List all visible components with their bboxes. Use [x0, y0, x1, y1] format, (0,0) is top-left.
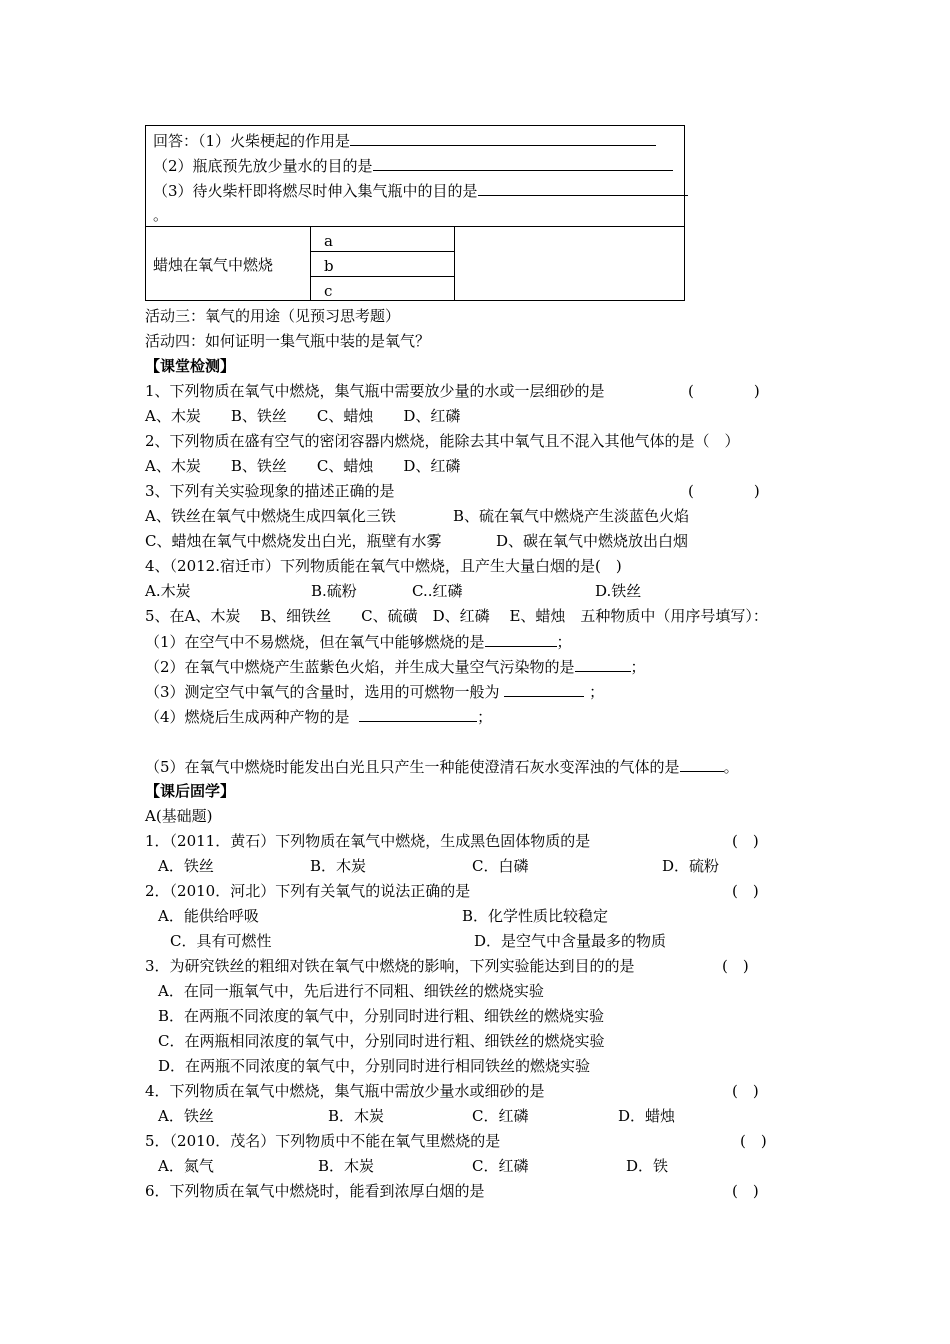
- option: D、碳在氧气中燃烧放出白烟: [496, 532, 689, 550]
- question: 3．为研究铁丝的粗细对铁在氧气中燃烧的影响，下列实验能达到目的的是: [145, 957, 635, 975]
- answer-blank[interactable]: [485, 631, 557, 647]
- option: C．红磷: [472, 1107, 529, 1125]
- option: D．蜡烛: [618, 1107, 676, 1125]
- sub-question: （1）在空气中不易燃烧，但在氧气中能够燃烧的是 ；: [145, 633, 572, 651]
- table-divider: [310, 251, 454, 252]
- options: A、木炭 B、铁丝 C、蜡烛 D、红磷: [145, 457, 461, 475]
- option: C．在两瓶相同浓度的氧气中，分别同时进行粗、细铁丝的燃烧实验: [158, 1032, 605, 1050]
- activity-4: 活动四：如何证明一集气瓶中装的是氧气？: [145, 332, 431, 350]
- answer-blank[interactable]: [478, 180, 688, 196]
- question: 5．（2010．茂名）下列物质中不能在氧气里燃烧的是: [145, 1132, 501, 1150]
- question: 6．下列物质在氧气中燃烧时，能看到浓厚白烟的是: [145, 1182, 485, 1200]
- option: D.铁丝: [595, 582, 642, 600]
- answer-paren: ( ): [732, 1182, 759, 1200]
- answer-blank[interactable]: [504, 681, 584, 697]
- answer-paren: ( ): [722, 957, 749, 975]
- option: C．白磷: [472, 857, 529, 875]
- class-check-heading: 【课堂检测】: [145, 357, 236, 375]
- question: 4、（2012.宿迁市）下列物质能在氧气中燃烧，且产生大量白烟的是( ): [145, 557, 622, 575]
- candle-label: 蜡烛在氧气中燃烧: [153, 256, 274, 274]
- option: C、蜡烛在氧气中燃烧发出白光，瓶壁有水雾: [145, 532, 442, 550]
- table-divider: [454, 226, 455, 301]
- table-divider: [146, 226, 684, 227]
- option: A、铁丝在氧气中燃烧生成四氧化三铁: [145, 507, 396, 525]
- option: D．铁: [626, 1157, 669, 1175]
- question: 1、下列物质在氧气中燃烧，集气瓶中需要放少量的水或一层细砂的是: [145, 382, 605, 400]
- table-row-label: b: [324, 257, 334, 275]
- question: 3、下列有关实验现象的描述正确的是: [145, 482, 395, 500]
- sub-question: （4）燃烧后生成两种产物的是 ；: [145, 708, 493, 726]
- answer-paren: ( ): [688, 382, 760, 400]
- option: A.木炭: [145, 582, 191, 600]
- option: C..红磷: [412, 582, 463, 600]
- option: A．氮气: [158, 1157, 214, 1175]
- question: 2、下列物质在盛有空气的密闭容器内燃烧，能除去其中氧气且不混入其他气体的是（ ）: [145, 432, 740, 450]
- sub-question: （3）测定空气中氧气的含量时，选用的可燃物一般为 ；: [145, 683, 605, 701]
- option: A．在同一瓶氧气中，先后进行不同粗、细铁丝的燃烧实验: [158, 982, 544, 1000]
- option: B、硫在氧气中燃烧产生淡蓝色火焰: [453, 507, 690, 525]
- answer-blank[interactable]: [680, 756, 724, 772]
- answer-blank[interactable]: [359, 706, 477, 722]
- option: C．具有可燃性: [170, 932, 272, 950]
- answer-paren: ( ): [732, 1082, 759, 1100]
- after-class-heading: 【课后固学】: [145, 782, 236, 800]
- answer-line-2: （2）瓶底预先放少量水的目的是: [153, 155, 673, 175]
- option: B．木炭: [328, 1107, 385, 1125]
- option: A．铁丝: [158, 857, 214, 875]
- option: B．木炭: [318, 1157, 375, 1175]
- table-divider: [310, 226, 311, 301]
- question: 2．（2010．河北）下列有关氧气的说法正确的是: [145, 882, 471, 900]
- option: B．化学性质比较稳定: [462, 907, 609, 925]
- question: 1．（2011．黄石）下列物质在氧气中燃烧，生成黑色固体物质的是: [145, 832, 591, 850]
- answer-line-1: 回答：（1）火柴梗起的作用是: [153, 130, 656, 150]
- answer-blank[interactable]: [575, 656, 631, 672]
- table-divider: [310, 276, 454, 277]
- table-row-label: c: [324, 282, 333, 300]
- option: A．能供给呼吸: [158, 907, 259, 925]
- option: B.硫粉: [311, 582, 357, 600]
- sub-question: （5）在氧气中燃烧时能发出白光且只产生一种能使澄清石灰水变浑浊的气体的是 。: [145, 758, 739, 776]
- answer-paren: ( ): [688, 482, 760, 500]
- answer-paren: ( ): [740, 1132, 767, 1150]
- option: D．在两瓶不同浓度的氧气中，分别同时进行相同铁丝的燃烧实验: [158, 1057, 591, 1075]
- answer-paren: ( ): [732, 882, 759, 900]
- answer-end: 。: [153, 206, 169, 224]
- option: D．是空气中含量最多的物质: [474, 932, 667, 950]
- question: 5、在A、木炭 B、细铁丝 C、硫磺 D、红磷 E、蜡烛 五种物质中（用序号填写）：: [145, 607, 768, 625]
- option: C．红磷: [472, 1157, 529, 1175]
- table-row-label: a: [324, 232, 333, 250]
- options: A、木炭 B、铁丝 C、蜡烛 D、红磷: [145, 407, 461, 425]
- level-label: A(基础题): [145, 807, 213, 825]
- sub-question: （2）在氧气中燃烧产生蓝紫色火焰，并生成大量空气污染物的是 ；: [145, 658, 646, 676]
- option: D．硫粉: [662, 857, 720, 875]
- activity-3: 活动三：氧气的用途（见预习思考题）: [145, 307, 401, 325]
- option: B．木炭: [310, 857, 367, 875]
- answer-paren: ( ): [732, 832, 759, 850]
- answer-line-3: （3）待火柴杆即将燃尽时伸入集气瓶中的目的是: [153, 180, 688, 200]
- question: 4．下列物质在氧气中燃烧，集气瓶中需放少量水或细砂的是: [145, 1082, 545, 1100]
- option: A．铁丝: [158, 1107, 214, 1125]
- answer-blank[interactable]: [350, 130, 656, 146]
- answer-blank[interactable]: [373, 155, 673, 171]
- option: B．在两瓶不同浓度的氧气中，分别同时进行粗、细铁丝的燃烧实验: [158, 1007, 605, 1025]
